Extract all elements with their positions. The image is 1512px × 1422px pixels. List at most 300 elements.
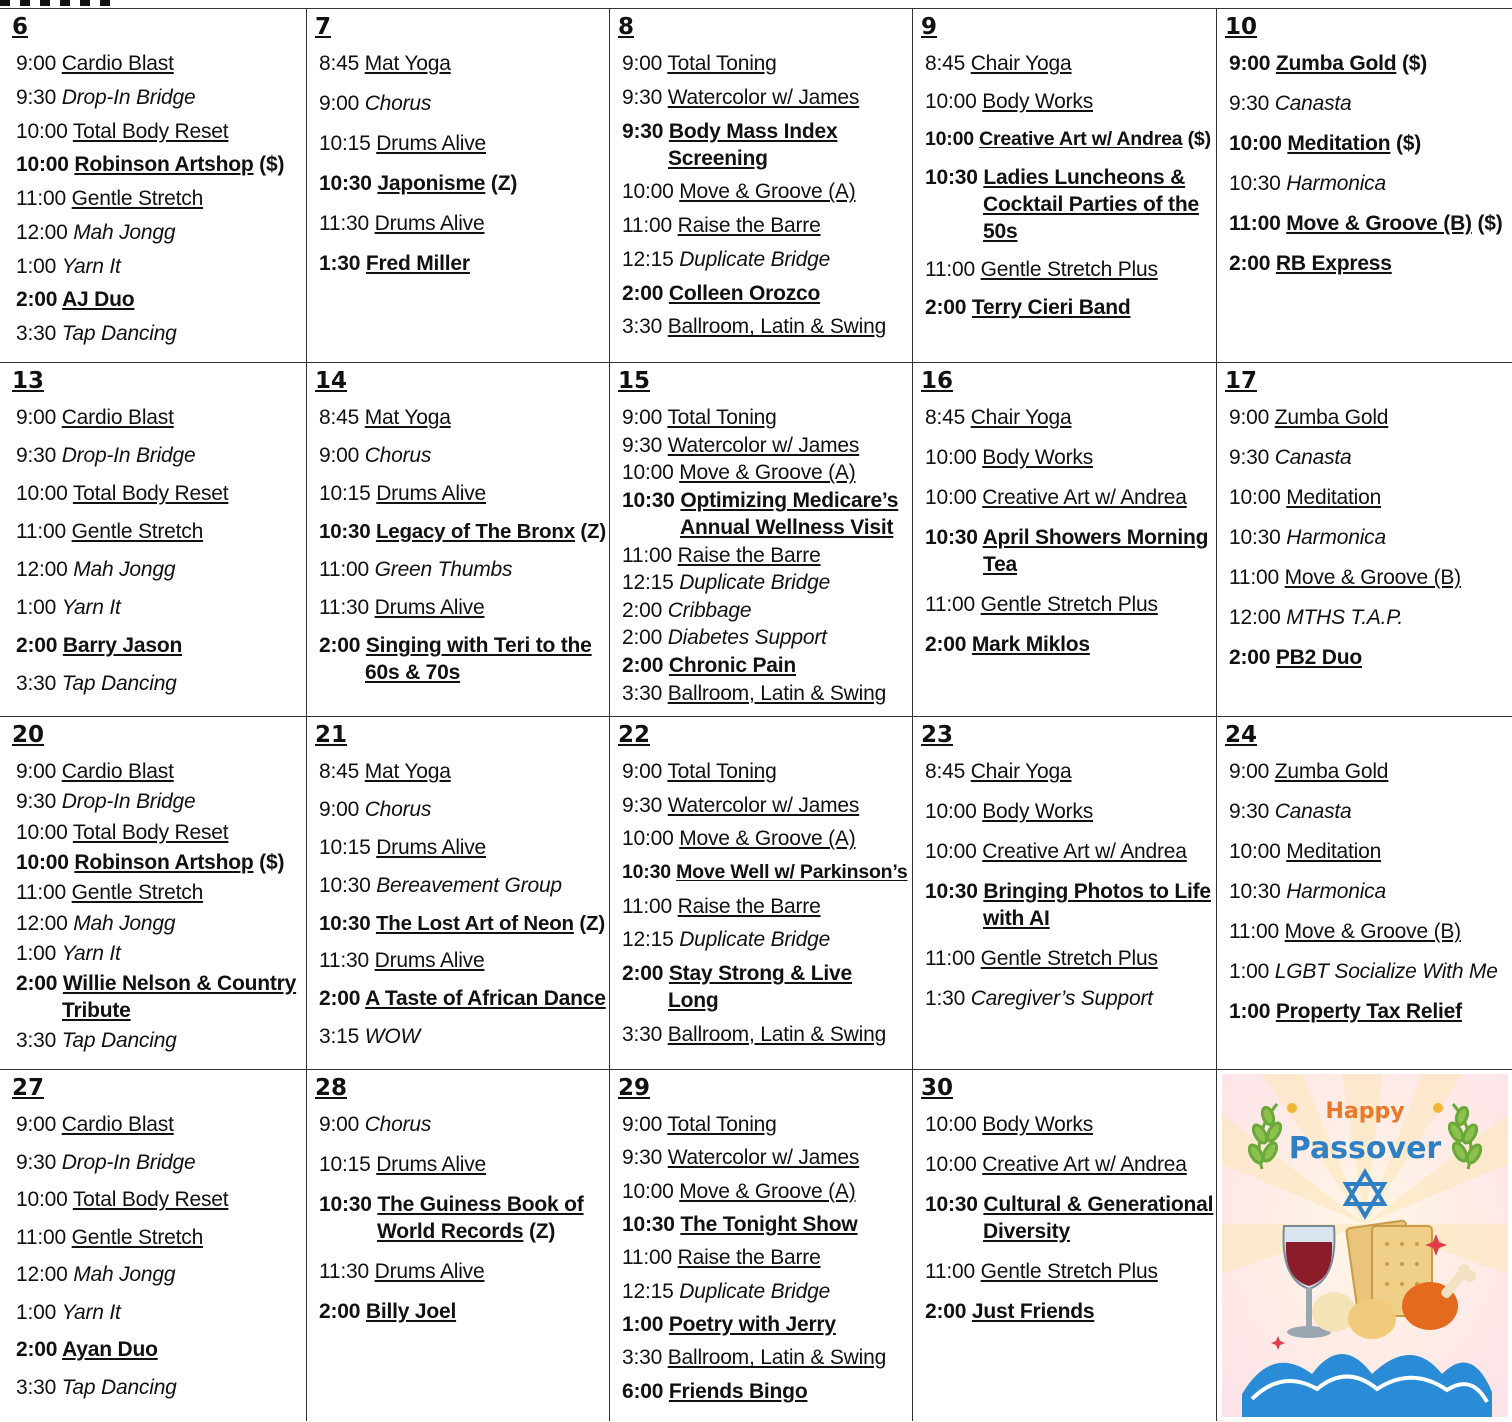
event-name: Mat Yoga	[364, 52, 451, 75]
event-time: 2:00	[1229, 252, 1271, 275]
calendar-event	[925, 1298, 1094, 1325]
event-name: Body Mass Index	[668, 119, 838, 143]
event-time: 11:00	[622, 894, 672, 918]
event-suffix: (Z)	[579, 911, 605, 935]
calendar-event	[1229, 644, 1362, 671]
event-time: 9:00	[319, 92, 360, 115]
event-time: 10:30	[622, 1213, 675, 1236]
event-name-continued: Tea	[983, 553, 1018, 576]
calendar-event	[925, 1111, 1093, 1138]
event-name: Cardio Blast	[61, 760, 174, 783]
day-number: 14	[315, 368, 348, 394]
calendar-event	[16, 632, 182, 659]
event-name: Raise the Barre	[677, 1246, 821, 1270]
calendar-event	[1229, 130, 1421, 157]
event-time: 10:15	[319, 1153, 371, 1176]
event-time: 3:30	[622, 1346, 663, 1370]
event-time: 10:00	[16, 820, 68, 844]
calendar-event	[622, 859, 908, 886]
event-name: Creative Art w/ Andrea	[982, 486, 1187, 509]
event-name: Friends Bingo	[668, 1379, 808, 1403]
event-name: Total Toning	[667, 52, 777, 75]
event-name: Drop-In Bridge	[61, 85, 196, 109]
calendar-event	[319, 796, 431, 823]
event-time: 10:30	[925, 880, 978, 903]
calendar-event	[622, 1378, 807, 1405]
event-name: Canasta	[1274, 446, 1352, 469]
event-name-continued: Tribute	[62, 999, 131, 1023]
event-time: 10:00	[1229, 486, 1281, 509]
event-time: 10:00	[16, 482, 68, 505]
calendar-event	[622, 1344, 886, 1371]
event-name: Body Works	[982, 446, 1094, 469]
calendar-event	[925, 945, 1158, 972]
grid-line	[0, 8, 1512, 9]
event-name: Yarn It	[61, 254, 121, 278]
event-time: 9:00	[1229, 52, 1271, 75]
event-name: Total Toning	[667, 760, 777, 783]
event-name: Watercolor w/ James	[667, 1146, 860, 1170]
event-time: 11:00	[622, 1246, 672, 1270]
event-time: 10:30	[622, 861, 671, 883]
event-time: 11:00	[1229, 212, 1281, 235]
event-name: Total Toning	[667, 406, 777, 429]
event-name: RB Express	[1275, 252, 1392, 275]
event-name: Move & Groove (B)	[1284, 920, 1461, 943]
event-time: 10:00	[16, 850, 69, 874]
event-time: 6:00	[622, 1379, 664, 1403]
event-time: 9:30	[622, 793, 663, 817]
event-time: 11:00	[925, 1260, 975, 1283]
event-time: 8:45	[925, 52, 966, 75]
event-time: 11:00	[925, 258, 975, 281]
calendar-event	[925, 164, 1199, 245]
calendar-event	[319, 594, 484, 621]
calendar-event	[16, 253, 121, 280]
event-name: Total Body Reset	[72, 820, 229, 844]
event-time: 10:30	[319, 520, 371, 543]
event-name: Mah Jongg	[73, 911, 176, 935]
event-time: 2:00	[1229, 646, 1271, 669]
event-name: Ballroom, Latin & Swing	[667, 1022, 887, 1046]
event-time: 8:45	[319, 406, 360, 429]
event-time: 11:00	[925, 593, 975, 616]
calendar-event	[16, 219, 175, 246]
calendar-event	[319, 170, 517, 197]
event-time: 2:00	[16, 288, 58, 312]
event-time: 11:30	[319, 949, 369, 973]
event-time: 1:00	[1229, 960, 1270, 983]
event-suffix: ($)	[1477, 212, 1503, 235]
calendar-event	[1229, 90, 1352, 117]
calendar-event	[16, 442, 195, 469]
day-number: 6	[12, 14, 29, 40]
calendar-event	[925, 758, 1071, 785]
event-time: 1:30	[319, 252, 361, 275]
day-number: 28	[315, 1075, 348, 1101]
calendar-event	[16, 404, 174, 431]
passover-illustration	[1222, 1074, 1508, 1417]
event-time: 10:30	[1229, 526, 1281, 549]
event-name: Optimizing Medicare’s	[680, 488, 899, 512]
event-time: 10:00	[925, 800, 977, 823]
calendar-event	[319, 556, 512, 583]
event-name: Mah Jongg	[73, 1263, 176, 1286]
event-time: 10:00	[1229, 132, 1282, 155]
calendar-event	[16, 1027, 177, 1054]
event-name: Ballroom, Latin & Swing	[667, 1346, 887, 1370]
event-name: The Guiness Book of	[377, 1193, 584, 1216]
calendar-event	[16, 1336, 158, 1363]
event-time: 10:30	[925, 166, 978, 189]
calendar-event	[622, 569, 830, 596]
calendar-event	[319, 834, 486, 861]
grid-line	[912, 8, 913, 1421]
event-time: 9:00	[319, 1113, 360, 1136]
event-name: Gentle Stretch	[71, 881, 204, 905]
event-time: 8:45	[925, 406, 966, 429]
happy-text: Happy	[1325, 1099, 1405, 1124]
calendar-event	[1229, 170, 1386, 197]
event-time: 2:00	[622, 626, 663, 650]
event-time: 10:00	[1229, 840, 1281, 863]
grid-line	[0, 716, 1512, 717]
event-time: 1:30	[925, 987, 966, 1010]
event-name: Poetry with Jerry	[668, 1313, 836, 1336]
calendar-event	[319, 1151, 486, 1178]
calendar-event	[622, 313, 886, 340]
calendar-event	[16, 849, 284, 876]
event-name: Raise the Barre	[677, 214, 821, 238]
event-time: 8:45	[319, 760, 360, 783]
event-time: 10:30	[319, 911, 371, 935]
event-time: 10:00	[925, 840, 977, 863]
event-time: 9:30	[622, 433, 663, 457]
calendar-event	[1229, 524, 1386, 551]
event-time: 10:30	[1229, 172, 1281, 195]
event-name: Yarn It	[61, 1300, 121, 1324]
event-name: Singing with Teri to the	[365, 634, 592, 657]
calendar-event	[16, 1186, 228, 1213]
event-name: Drums Alive	[374, 596, 485, 619]
event-name: Body Works	[982, 800, 1094, 823]
day-number: 8	[618, 14, 635, 40]
calendar-event	[622, 212, 821, 239]
calendar-event	[622, 825, 856, 852]
event-time: 11:00	[622, 214, 672, 238]
calendar-event	[622, 1178, 856, 1205]
day-number: 20	[12, 722, 45, 748]
event-name: Tap Dancing	[61, 1375, 177, 1399]
calendar-event	[16, 185, 203, 212]
calendar-event	[1229, 998, 1462, 1025]
calendar-event	[925, 1258, 1158, 1285]
event-name: Chair Yoga	[970, 406, 1072, 429]
calendar-event	[1229, 798, 1352, 825]
event-name-continued: World Records	[377, 1220, 524, 1243]
event-time: 9:30	[1229, 446, 1270, 469]
event-time: 2:00	[319, 987, 361, 1011]
event-name: Harmonica	[1286, 172, 1386, 195]
event-time: 10:00	[16, 1188, 68, 1211]
calendar-event	[16, 670, 177, 697]
event-name: Drums Alive	[374, 949, 485, 973]
event-name: Zumba Gold	[1275, 52, 1397, 75]
event-name: Mark Miklos	[971, 633, 1090, 656]
event-name: Tap Dancing	[61, 322, 177, 346]
event-time: 9:00	[622, 760, 663, 783]
event-time: 9:00	[319, 797, 360, 821]
calendar-event	[925, 878, 1211, 932]
calendar-event	[622, 1144, 859, 1171]
calendar-event	[622, 1278, 830, 1305]
calendar-event	[925, 798, 1093, 825]
event-name: Total Body Reset	[72, 1188, 229, 1211]
event-time: 1:00	[622, 1313, 664, 1336]
calendar-event	[622, 1311, 836, 1338]
calendar-event	[1229, 758, 1388, 785]
calendar-event	[16, 320, 177, 347]
day-number: 23	[921, 722, 954, 748]
event-time: 2:00	[925, 1300, 967, 1323]
event-time: 11:00	[16, 520, 66, 543]
grid-line	[306, 8, 307, 1421]
event-time: 11:30	[319, 212, 369, 235]
event-time: 2:00	[319, 634, 361, 657]
calendar-event	[1229, 50, 1427, 77]
event-time: 3:30	[16, 672, 57, 695]
day-number: 17	[1225, 368, 1258, 394]
calendar-event	[16, 1374, 177, 1401]
event-name: Cardio Blast	[61, 406, 174, 429]
calendar-event	[319, 442, 431, 469]
event-name: Harmonica	[1286, 880, 1386, 903]
event-name: Drums Alive	[376, 1153, 487, 1176]
event-name: Harmonica	[1286, 526, 1386, 549]
calendar-event	[1229, 878, 1386, 905]
event-name: Japonisme	[377, 172, 486, 195]
calendar-event	[925, 524, 1208, 578]
event-name: Creative Art w/ Andrea	[982, 840, 1187, 863]
event-name: Chorus	[364, 444, 432, 467]
event-time: 12:00	[1229, 606, 1281, 629]
event-name: WOW	[364, 1025, 421, 1049]
calendar-event	[925, 404, 1071, 431]
event-name: Zumba Gold	[1274, 406, 1389, 429]
calendar-event	[622, 758, 777, 785]
calendar-event	[16, 556, 175, 583]
calendar-event	[622, 280, 820, 307]
event-time: 12:00	[16, 911, 68, 935]
event-time: 9:00	[1229, 406, 1270, 429]
event-name: Willie Nelson & Country	[62, 972, 297, 996]
event-name: Billy Joel	[365, 1300, 457, 1323]
event-suffix: ($)	[1402, 52, 1428, 75]
event-time: 11:00	[1229, 920, 1279, 943]
calendar-event	[319, 518, 606, 545]
event-time: 1:00	[16, 941, 57, 965]
event-name: Bereavement Group	[376, 873, 562, 897]
event-time: 2:00	[622, 598, 663, 622]
calendar-event	[319, 1111, 431, 1138]
calendar-event	[622, 118, 837, 172]
event-name: Gentle Stretch Plus	[980, 1260, 1158, 1283]
calendar-event	[1229, 484, 1381, 511]
calendar-event	[319, 130, 486, 157]
calendar-event	[622, 597, 751, 624]
calendar-event	[16, 480, 228, 507]
event-name: Cardio Blast	[61, 52, 174, 75]
event-name: Chorus	[364, 797, 432, 821]
calendar-event	[319, 947, 484, 974]
event-time: 3:30	[622, 681, 663, 705]
event-time: 9:30	[622, 1146, 663, 1170]
event-time: 10:00	[16, 153, 69, 177]
calendar-event	[925, 1191, 1213, 1245]
calendar-event	[16, 50, 174, 77]
event-name: Gentle Stretch Plus	[980, 593, 1158, 616]
event-name: Yarn It	[61, 596, 121, 619]
calendar-event	[319, 758, 451, 785]
event-time: 9:00	[622, 52, 663, 75]
event-name: Move Well w/ Parkinson’s	[676, 861, 908, 883]
event-time: 11:00	[622, 543, 672, 567]
event-name: Drop-In Bridge	[61, 444, 196, 467]
event-name: PB2 Duo	[1275, 646, 1362, 669]
event-time: 9:00	[1229, 760, 1270, 783]
event-name: Chair Yoga	[970, 760, 1072, 783]
event-name: Barry Jason	[62, 634, 183, 657]
event-time: 10:00	[622, 180, 674, 204]
calendar-event	[1229, 210, 1503, 237]
event-time: 9:30	[1229, 800, 1270, 823]
event-suffix: ($)	[259, 850, 285, 874]
event-name: MTHS T.A.P.	[1286, 606, 1404, 629]
event-time: 12:00	[16, 558, 68, 581]
event-name: Meditation	[1286, 840, 1382, 863]
event-time: 10:00	[16, 119, 68, 143]
event-time: 12:00	[16, 220, 68, 244]
calendar-event	[925, 631, 1090, 658]
calendar-event	[1229, 444, 1352, 471]
event-suffix: (Z)	[529, 1220, 556, 1243]
event-time: 11:30	[319, 596, 369, 619]
event-name: Watercolor w/ James	[667, 433, 860, 457]
calendar-event	[622, 1021, 886, 1048]
event-time: 10:15	[319, 835, 371, 859]
event-time: 9:30	[16, 790, 57, 814]
event-time: 10:15	[319, 132, 371, 155]
calendar-event	[319, 872, 562, 899]
event-name: Mat Yoga	[364, 760, 451, 783]
event-name: Chronic Pain	[668, 654, 796, 678]
event-name: A Taste of African Dance	[365, 987, 606, 1011]
event-name: Meditation	[1286, 486, 1382, 509]
event-time: 10:00	[925, 446, 977, 469]
event-name: Bringing Photos to Life	[983, 880, 1211, 903]
event-name: Total Body Reset	[72, 482, 229, 505]
event-time: 2:00	[622, 281, 664, 305]
event-time: 10:30	[319, 1193, 372, 1216]
event-name: Property Tax Relief	[1275, 1000, 1462, 1023]
event-time: 2:00	[16, 972, 58, 996]
event-name: Duplicate Bridge	[679, 1279, 831, 1303]
event-name: Total Body Reset	[72, 119, 229, 143]
calendar-event	[16, 788, 195, 815]
event-name: Move & Groove (A)	[679, 461, 856, 485]
event-time: 2:00	[925, 633, 967, 656]
event-name: Ballroom, Latin & Swing	[667, 315, 887, 339]
calendar-event	[622, 624, 827, 651]
calendar-event	[1229, 250, 1392, 277]
event-time: 9:00	[16, 52, 57, 75]
event-name: Total Toning	[667, 1113, 777, 1136]
calendar-event	[622, 893, 821, 920]
calendar-event	[1229, 604, 1403, 631]
event-name: Green Thumbs	[374, 558, 513, 581]
event-name: Colleen Orozco	[668, 281, 821, 305]
event-name: Robinson Artshop	[74, 850, 254, 874]
event-name: Watercolor w/ James	[667, 793, 860, 817]
event-name: Raise the Barre	[677, 894, 821, 918]
calendar-event	[622, 542, 821, 569]
event-name: The Lost Art of Neon	[375, 911, 574, 935]
calendar-event	[925, 50, 1071, 77]
calendar-event	[622, 246, 830, 273]
event-time: 9:00	[16, 406, 57, 429]
event-time: 12:15	[622, 928, 674, 952]
event-name: Cribbage	[667, 598, 752, 622]
event-name: Cardio Blast	[61, 1113, 174, 1136]
calendar-event	[925, 256, 1158, 283]
calendar-event	[622, 1211, 858, 1238]
event-time: 9:00	[622, 1113, 663, 1136]
calendar-event	[622, 926, 830, 953]
calendar-event	[622, 50, 777, 77]
calendar-event	[16, 84, 195, 111]
calendar-event	[319, 480, 486, 507]
calendar-event	[622, 487, 898, 541]
calendar-event	[16, 910, 175, 937]
event-time: 8:45	[925, 760, 966, 783]
calendar-event	[925, 126, 1211, 153]
event-name: Cultural & Generational	[983, 1193, 1214, 1216]
day-number: 24	[1225, 722, 1258, 748]
event-name: Mat Yoga	[364, 406, 451, 429]
event-name: Legacy of The Bronx	[375, 520, 575, 543]
calendar-event	[925, 88, 1093, 115]
event-name: Gentle Stretch	[71, 520, 204, 543]
calendar-event	[16, 970, 296, 1024]
cropped-header-fragment	[0, 0, 300, 8]
event-name-continued: Cocktail Parties of the	[983, 193, 1199, 216]
calendar-event	[319, 50, 451, 77]
event-name: Chorus	[364, 1113, 432, 1136]
event-name: Gentle Stretch Plus	[980, 258, 1158, 281]
event-time: 10:00	[925, 128, 974, 150]
event-time: 12:00	[16, 1263, 68, 1286]
event-name: Tap Dancing	[61, 1029, 177, 1053]
grid-line	[609, 8, 610, 1421]
event-time: 10:00	[925, 1153, 977, 1176]
calendar-event	[1229, 958, 1498, 985]
event-name: Raise the Barre	[677, 543, 821, 567]
event-time: 9:00	[16, 1113, 57, 1136]
calendar-event	[622, 178, 856, 205]
event-time: 10:00	[925, 90, 977, 113]
day-number: 7	[315, 14, 332, 40]
event-name: Just Friends	[971, 1300, 1095, 1323]
